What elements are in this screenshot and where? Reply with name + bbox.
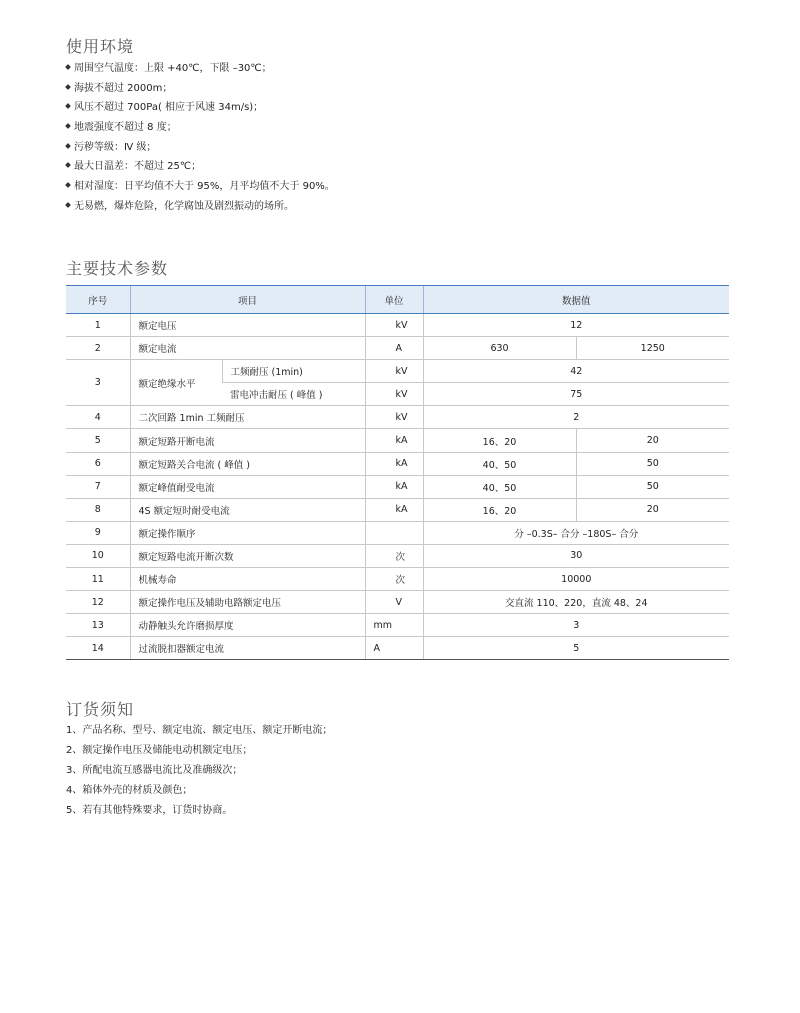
cell-item: 额定峰值耐受电流: [130, 475, 365, 498]
cell-value: 42: [423, 360, 729, 383]
cell-unit: 次: [365, 568, 423, 591]
cell-unit: kV: [365, 406, 423, 429]
cell-no: 12: [66, 591, 130, 614]
env-section-title: 使用环境: [66, 37, 135, 56]
cell-no: 11: [66, 568, 130, 591]
env-item: 地震强度不超过 8 度；: [66, 118, 335, 138]
table-row: [66, 498, 729, 521]
cell-value: 20: [576, 498, 729, 521]
cell-value: 交直流 110、220，直流 48、24: [423, 591, 729, 614]
order-item: 1、产品名称、型号、额定电流、额定电压、额定开断电流；: [66, 725, 333, 736]
cell-value: 1250: [576, 337, 729, 360]
table-row: [66, 637, 729, 660]
cell-item: 过流脱扣器额定电流: [130, 637, 365, 660]
cell-unit: 次: [365, 544, 423, 567]
env-item: 相对湿度：日平均值不大于 95%，月平均值不大于 90%。: [66, 177, 335, 197]
cell-value: 75: [423, 383, 729, 406]
order-item: 3、所配电流互感器电流比及准确级次；: [66, 765, 243, 776]
env-item: 污秽等级：Ⅳ 级；: [66, 138, 335, 158]
table-row: [66, 475, 729, 498]
bullet-diamond-icon: [65, 163, 71, 169]
table-row: [66, 452, 729, 475]
cell-item: 动静触头允许磨损厚度: [130, 614, 365, 637]
order-list: [66, 721, 332, 821]
table-row: [66, 521, 729, 544]
cell-unit: A: [365, 337, 423, 360]
cell-value: 5: [423, 637, 729, 660]
cell-unit: kV: [365, 360, 423, 383]
table-row: [66, 360, 729, 383]
cell-no: 8: [66, 498, 130, 521]
table-row: [66, 544, 729, 567]
table-row: [66, 614, 729, 637]
cell-value: 16、20: [423, 498, 576, 521]
order-item: 5、若有其他特殊要求，订货时协商。: [66, 805, 233, 816]
cell-item: 机械寿命: [130, 568, 365, 591]
cell-no: 13: [66, 614, 130, 637]
bullet-diamond-icon: [65, 64, 71, 70]
header-item: 项目: [130, 286, 365, 314]
cell-value: 50: [576, 452, 729, 475]
cell-value: 50: [576, 475, 729, 498]
cell-value: 30: [423, 544, 729, 567]
cell-value: 20: [576, 429, 729, 452]
cell-unit: V: [365, 591, 423, 614]
cell-value: 12: [423, 314, 729, 337]
cell-item: 额定短路关合电流 ( 峰值 ): [130, 452, 365, 475]
env-item: 风压不超过 700Pa( 相应于风速 34m/s)；: [66, 98, 335, 118]
cell-value: 10000: [423, 568, 729, 591]
cell-no: 10: [66, 544, 130, 567]
cell-item: 额定操作电压及辅助电路额定电压: [130, 591, 365, 614]
cell-subitem: 雷电冲击耐压 ( 峰值 ): [222, 383, 365, 406]
header-value: 数据值: [423, 286, 729, 314]
header-unit: 单位: [365, 286, 423, 314]
order-section-title: 订货须知: [66, 700, 135, 719]
table-row: [66, 429, 729, 452]
env-list: [66, 59, 335, 217]
table-row: [66, 591, 729, 614]
table-header-row: [66, 286, 729, 314]
cell-no: 4: [66, 406, 130, 429]
cell-no: 3: [66, 360, 130, 406]
specs-section-title: 主要技术参数: [66, 259, 169, 278]
cell-no: 5: [66, 429, 130, 452]
cell-value: 2: [423, 406, 729, 429]
cell-item: 额定操作顺序: [130, 521, 365, 544]
cell-no: 6: [66, 452, 130, 475]
cell-no: 9: [66, 521, 130, 544]
cell-value: 3: [423, 614, 729, 637]
bullet-diamond-icon: [65, 202, 71, 208]
cell-value: 40、50: [423, 475, 576, 498]
env-item: 无易燃，爆炸危险，化学腐蚀及剧烈振动的场所。: [66, 197, 335, 217]
cell-unit: [365, 521, 423, 544]
cell-subitem: 工频耐压 (1min): [222, 360, 365, 383]
table-row: [66, 568, 729, 591]
bullet-diamond-icon: [65, 104, 71, 110]
bullet-diamond-icon: [65, 143, 71, 149]
cell-unit: kA: [365, 498, 423, 521]
cell-unit: kA: [365, 475, 423, 498]
cell-no: 14: [66, 637, 130, 660]
cell-unit: kV: [365, 383, 423, 406]
cell-unit: kA: [365, 452, 423, 475]
order-item: 4、箱体外壳的材质及颜色；: [66, 785, 193, 796]
bullet-diamond-icon: [65, 84, 71, 90]
cell-value: 16、20: [423, 429, 576, 452]
env-item: 最大日温差：不超过 25℃；: [66, 157, 335, 177]
cell-item: 额定电流: [130, 337, 365, 360]
bullet-diamond-icon: [65, 123, 71, 129]
cell-unit: A: [365, 637, 423, 660]
cell-no: 1: [66, 314, 130, 337]
table-row: [66, 337, 729, 360]
cell-unit: kV: [365, 314, 423, 337]
order-item: 2、额定操作电压及储能电动机额定电压；: [66, 745, 253, 756]
env-item: 周围空气温度：上限 +40℃，下限 –30℃；: [66, 59, 335, 79]
cell-value: 分 –0.3S– 合分 –180S– 合分: [423, 521, 729, 544]
env-item: 海拔不超过 2000m；: [66, 79, 335, 99]
header-no: 序号: [66, 286, 130, 314]
cell-value: 630: [423, 337, 576, 360]
cell-no: 2: [66, 337, 130, 360]
table-row: [66, 406, 729, 429]
cell-item: 额定电压: [130, 314, 365, 337]
cell-item: 额定短路开断电流: [130, 429, 365, 452]
cell-item: 额定短路电流开断次数: [130, 544, 365, 567]
bullet-diamond-icon: [65, 182, 71, 188]
cell-value: 40、50: [423, 452, 576, 475]
cell-item: 4S 额定短时耐受电流: [130, 498, 365, 521]
cell-no: 7: [66, 475, 130, 498]
cell-unit: kA: [365, 429, 423, 452]
cell-item: 二次回路 1min 工频耐压: [130, 406, 365, 429]
table-row: [66, 314, 729, 337]
cell-unit: mm: [365, 614, 423, 637]
spec-table: [66, 285, 729, 660]
cell-item: 额定绝缘水平: [130, 360, 222, 406]
